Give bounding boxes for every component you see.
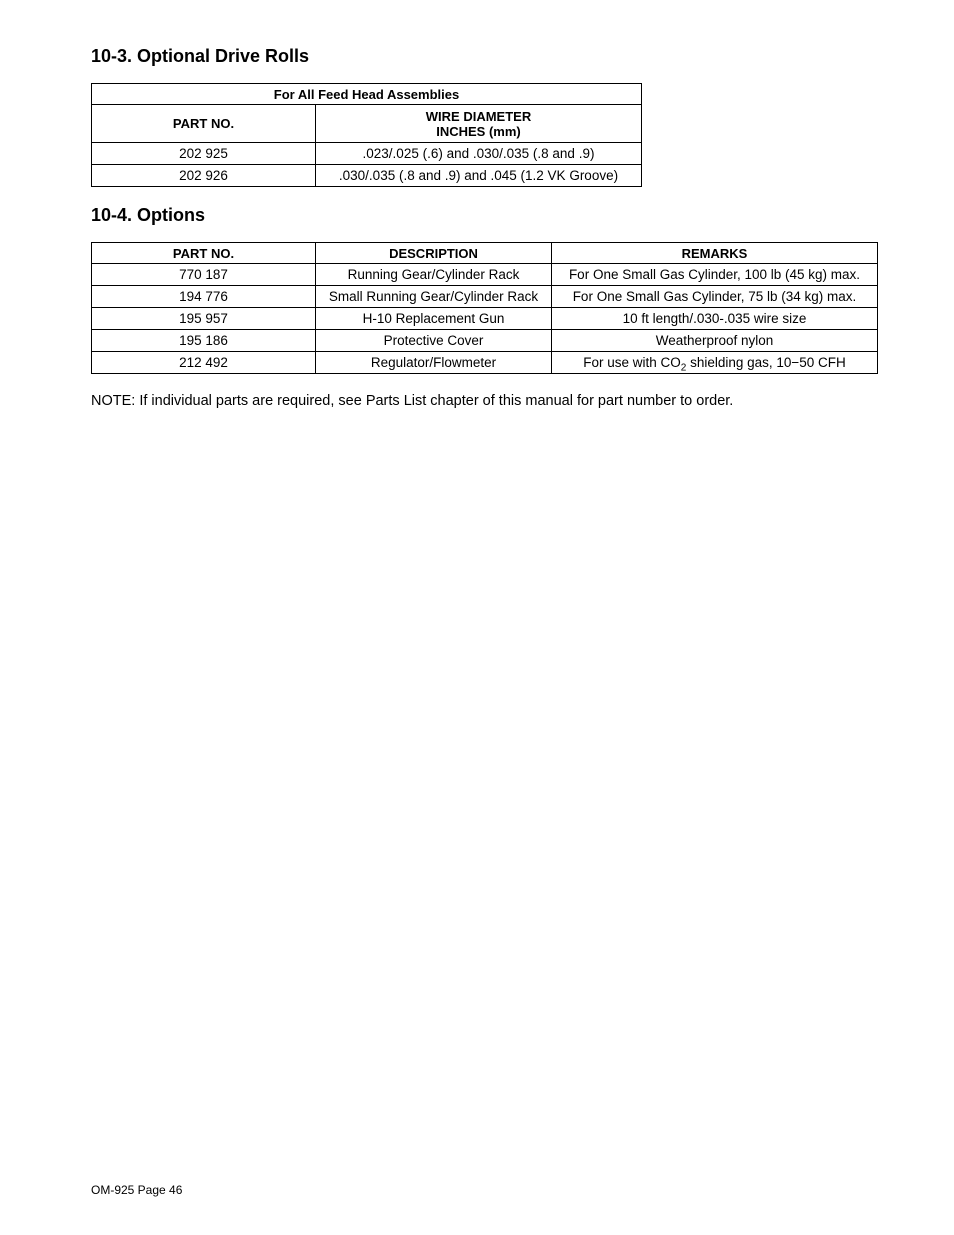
- header-wire-diameter-line2: INCHES (mm): [436, 123, 521, 139]
- section-title-drive-rolls: 10-3. Optional Drive Rolls: [91, 46, 310, 66]
- table-row: [92, 308, 878, 330]
- part-no-cell: 195 186: [92, 330, 316, 352]
- section-title-options: 10-4. Options: [91, 205, 206, 225]
- co2-subscript: 2: [680, 362, 687, 374]
- header-wire-diameter: [316, 105, 642, 143]
- description-cell: Running Gear/Cylinder Rack: [316, 264, 552, 286]
- table-row: [92, 165, 642, 187]
- table-row: [92, 264, 878, 286]
- table-caption-row: [92, 84, 642, 105]
- table-caption: For All Feed Head Assemblies: [92, 84, 642, 105]
- remarks-cell: Weatherproof nylon: [552, 330, 878, 352]
- description-cell: Small Running Gear/Cylinder Rack: [316, 286, 552, 308]
- table-row: [92, 143, 642, 165]
- page-footer: OM-925 Page 46: [91, 1183, 183, 1197]
- header-description: DESCRIPTION: [316, 243, 552, 264]
- remarks-cell: [552, 352, 878, 374]
- part-no-cell: 194 776: [92, 286, 316, 308]
- table-header-row: [92, 105, 642, 143]
- drive-rolls-table: [91, 83, 642, 187]
- description-cell: H-10 Replacement Gun: [316, 308, 552, 330]
- options-table: [91, 242, 878, 374]
- description-cell: Regulator/Flowmeter: [316, 352, 552, 374]
- table-row: [92, 286, 878, 308]
- header-wire-diameter-line1: WIRE DIAMETER: [425, 108, 532, 124]
- note-text: NOTE: If individual parts are required, see Parts List chapter of this manual for part number to order.: [91, 393, 734, 409]
- header-part-no: PART NO.: [92, 105, 316, 143]
- table-header-row: [92, 243, 878, 264]
- header-part-no: PART NO.: [92, 243, 316, 264]
- remarks-cell: 10 ft length/.030-.035 wire size: [552, 308, 878, 330]
- remarks-cell: For One Small Gas Cylinder, 100 lb (45 kg) max.: [552, 264, 878, 286]
- part-no-cell: 212 492: [92, 352, 316, 374]
- part-no-cell: 195 957: [92, 308, 316, 330]
- remarks-text-suffix: shielding gas, 10−50 CFH: [686, 355, 846, 370]
- part-no-cell: 202 926: [92, 165, 316, 187]
- remarks-text: For use with CO: [583, 355, 681, 370]
- wire-diameter-cell: .023/.025 (.6) and .030/.035 (.8 and .9): [316, 143, 642, 165]
- table-row: [92, 330, 878, 352]
- part-no-cell: 202 925: [92, 143, 316, 165]
- wire-diameter-cell: .030/.035 (.8 and .9) and .045 (1.2 VK Groove): [316, 165, 642, 187]
- header-remarks: REMARKS: [552, 243, 878, 264]
- part-no-cell: 770 187: [92, 264, 316, 286]
- remarks-cell: For One Small Gas Cylinder, 75 lb (34 kg) max.: [552, 286, 878, 308]
- description-cell: Protective Cover: [316, 330, 552, 352]
- table-row: [92, 352, 878, 374]
